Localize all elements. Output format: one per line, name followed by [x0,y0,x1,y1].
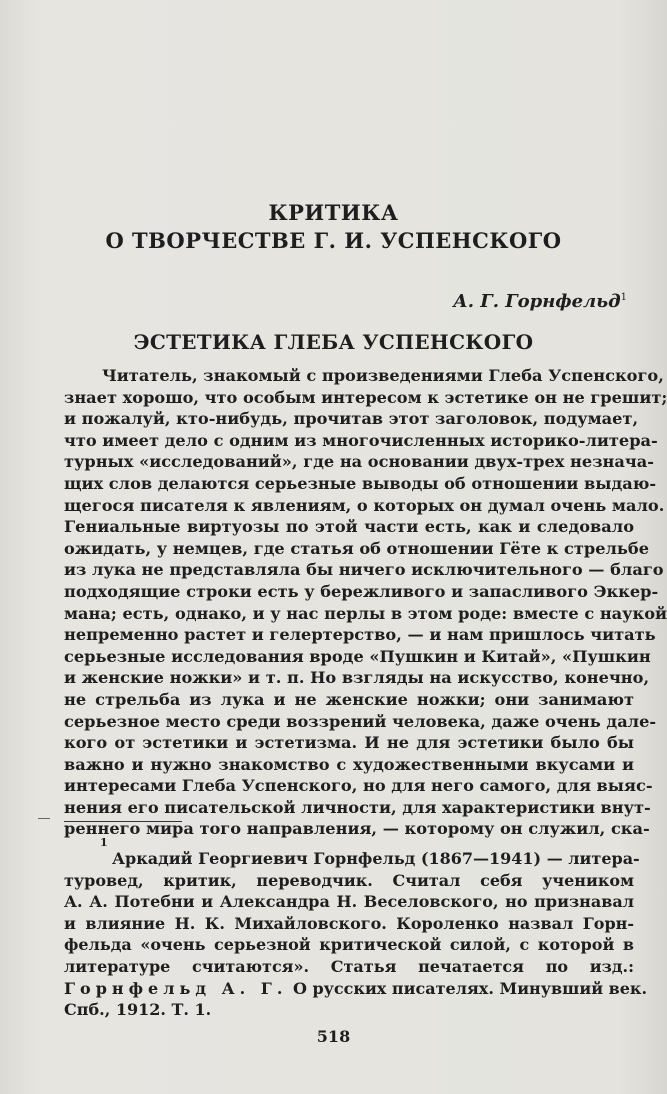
source-author: Горнфельд А. Г. [64,978,288,998]
body-line: серьезное место среди воззрений человека, даже очень дале- [64,711,657,731]
footnote-line: фельда «очень серьезной критической силой, с которой в [64,935,634,955]
body-line: подходящие строки есть у бережливого и запасливого Эккер- [64,581,659,601]
body-line: серьезные исследования вроде «Пушкин и Китай», «Пушкин [64,646,651,666]
body-line: интересами Глеба Успенского, но для него самого, для выяс- [64,776,653,796]
body-line: из лука не представляла бы ничего исключительного — благо [64,560,664,580]
body-line: непременно растет и гелертерство, — и нам пришлось читать [64,625,656,645]
body-line: щих слов делаются серьезные выводы об отношении выдаю- [64,473,657,493]
body-line: важно и нужно знакомство с художественными вкусами и [64,754,634,774]
body-line: реннего мира того направления, — которому он служил, ска- [64,819,650,839]
article-body [64,365,667,840]
section-subtitle: О ТВОРЧЕСТВЕ Г. И. УСПЕНСКОГО [105,228,562,253]
body-line: мана; есть, однако, и у нас перлы в этом роде: вместе с наукой [64,603,667,623]
footnote-line: Аркадий Георгиевич Горнфельд (1867—1941) — литера- [112,849,640,868]
footnote-line: и влияние Н. К. Михайловского. Короленко назвал Горн- [64,913,634,933]
footnote-line: туровед, критик, переводчик. Считал себя учеником [64,870,634,890]
footnote [64,848,648,1021]
footnote-line: Спб., 1912. Т. 1. [64,1000,212,1020]
body-line: Гениальные виртуозы по этой части есть, как и следовало [64,517,634,537]
footnote-mark: 1 [100,836,108,849]
body-line: турных «исследований», где на основании двух-трех незнача- [64,452,654,472]
body-line: не стрельба из лука и не женские ножки; они занимают [64,689,634,709]
footnote-reference: 1 [620,292,627,303]
footnote-line: литературе считаются». Статья печатается по изд.: [64,956,634,976]
author-name: А. Г. Горнфельд [453,291,621,312]
source-title: О русских писателях. Минувший век. [287,978,648,998]
body-line: и пожалуй, кто-нибудь, прочитав этот заголовок, подумает, [64,409,639,429]
article-title: ЭСТЕТИКА ГЛЕБА УСПЕНСКОГО [133,330,534,354]
margin-mark [38,818,50,819]
body-line: ожидать, у немцев, где статья об отношении Гёте к стрельбе [64,538,649,558]
footnote-divider [64,821,182,822]
body-line: что имеет дело с одним из многочисленных историко-литера- [64,430,658,450]
page-number: 518 [316,1027,351,1046]
body-line: щегося писателя к явлениям, о которых он думал очень мало. [64,495,665,515]
body-line: Читатель, знакомый с произведениями Глеба Успенского, [102,366,664,385]
article-author [453,291,627,312]
body-line: и женские ножки» и т. п. Но взгляды на искусство, конечно, [64,668,650,688]
body-line: кого от эстетики и эстетизма. И не для эстетики было бы [64,733,634,753]
body-line: знает хорошо, что особым интересом к эстетике он не грешит; [64,387,667,407]
section-title: КРИТИКА [268,200,399,225]
footnote-source-line [64,978,648,1000]
body-line: нения его писательской личности, для характеристики внут- [64,797,651,817]
footnote-line: А. А. Потебни и Александра Н. Веселовского, но признавал [64,892,634,912]
